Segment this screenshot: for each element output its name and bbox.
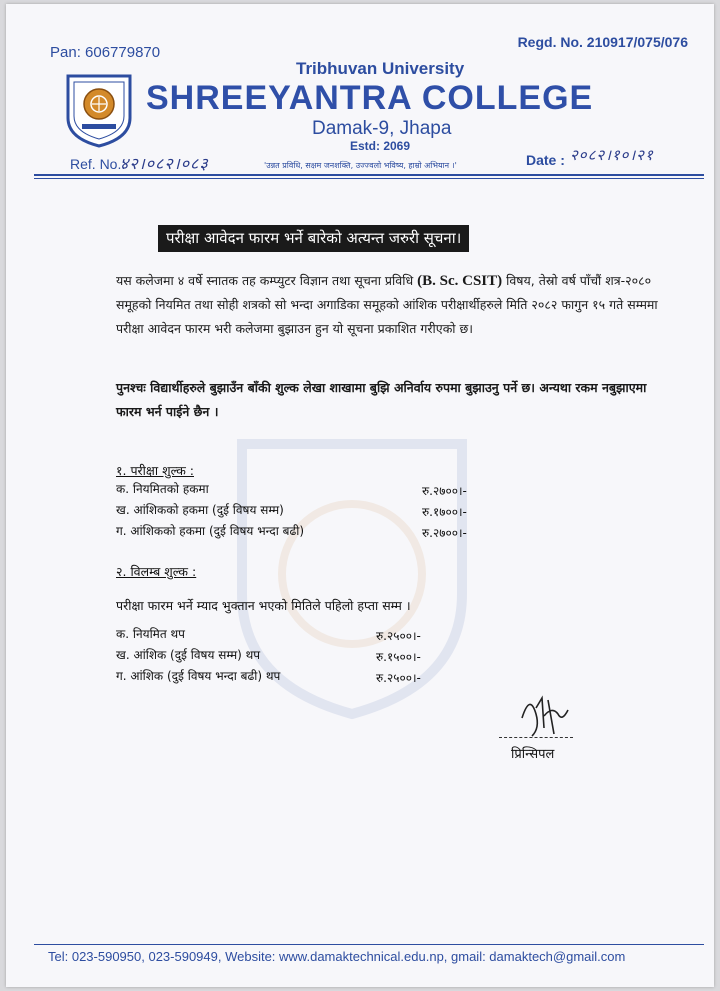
paragraph-text-start: यस कलेजमा ४ वर्षे स्नातक तह कम्प्युटर विज्ञान तथा सूचना प्रविधि — [116, 273, 418, 288]
letter-page — [6, 4, 714, 987]
date-value: २०८२।१०।२१ — [570, 146, 654, 164]
late-fee-amount: रु.१५००।- — [376, 650, 421, 664]
course-name: (B. Sc. CSIT) — [417, 273, 503, 289]
exam-fee-amount: रु.२७००।- — [422, 526, 467, 540]
late-fee-item: क. नियमित थप — [116, 627, 185, 641]
notice-paragraph — [116, 269, 661, 341]
header-divider — [34, 174, 704, 176]
late-fee-amount: रु.२५००।- — [376, 629, 421, 643]
notice-title: परीक्षा आवेदन फारम भर्ने बारेको अत्यन्त जरुरी सूचना। — [158, 225, 469, 252]
postscript-paragraph: पुनश्चः विद्यार्थीहरुले बुझाउँन बाँकी शुल्क लेखा शाखामा बुझि अनिर्वाय रुपमा बुझाउनु पर्ने छ। अन्यथा रकम नबुझाएमा फारम भर्न पाईने छैन । — [116, 380, 647, 419]
reference-label: Ref. No.: — [70, 156, 126, 172]
exam-fee-item: ख. आंशिकको हकमा (दुई विषय सम्म) — [116, 503, 284, 517]
college-address: Damak-9, Jhapa — [312, 118, 452, 139]
late-fee-item: ग. आंशिक (दुई विषय भन्दा बढी) थप — [116, 669, 281, 683]
exam-fee-amount: रु.१७००।- — [422, 505, 467, 519]
college-motto: 'उन्नत प्रविधि, सक्षम जनशक्ति, उज्ज्वलो भविष्य, हाम्रो अभियान ।' — [264, 161, 457, 170]
late-fee-note: परीक्षा फारम भर्ने म्याद भुक्तान भएको मितिले पहिलो हप्ता सम्म । — [116, 598, 411, 613]
late-fee-amount: रु.२५००।- — [376, 671, 421, 685]
exam-fee-item: क. नियमितको हकमा — [116, 482, 209, 496]
college-logo-icon — [64, 72, 134, 148]
established-year: Estd: 2069 — [350, 139, 411, 153]
college-name: SHREEYANTRA COLLEGE — [146, 79, 594, 117]
registration-number: Regd. No. 210917/075/076 — [517, 34, 688, 50]
exam-fee-item: ग. आंशिकको हकमा (दुई विषय भन्दा बढी) — [116, 524, 305, 538]
reference-number: ४२।०८२।०८३ — [120, 154, 209, 173]
date-label: Date : — [526, 152, 565, 168]
principal-signature — [502, 688, 582, 743]
late-fee-heading: २. विलम्ब शुल्क : — [116, 564, 197, 579]
signatory-title: प्रिन्सिपल — [511, 747, 555, 762]
paragraph-text-rest: विषय, तेस्रो वर्ष पाँचौं शत्र-२०८० समूहको नियमित तथा सोही शत्रको सो भन्दा अगाडिका समूहको आंशिक परीक्षार्थीहरुले मिति २०८२ फागुन १५ गते सम्ममा परीक्षा आवेदन फारम भरी कलेजमा बुझाउन हुन यो सूचना प्रकाशित गरीएको छ। — [116, 273, 658, 336]
exam-fee-heading: १. परीक्षा शुल्क : — [116, 463, 194, 478]
university-name: Tribhuvan University — [296, 59, 465, 78]
footer-contact: Tel: 023-590950, 023-590949, Website: www.damaktechnical.edu.np, gmail: damaktech@gmail.com — [48, 949, 626, 964]
pan-number: Pan: 606779870 — [50, 44, 161, 61]
exam-fee-amount: रु.२७००।- — [422, 484, 467, 498]
header-divider-thin — [34, 178, 704, 179]
signature-line — [499, 737, 573, 738]
late-fee-item: ख. आंशिक (दुई विषय सम्म) थप — [116, 648, 261, 662]
footer-divider — [34, 944, 704, 945]
